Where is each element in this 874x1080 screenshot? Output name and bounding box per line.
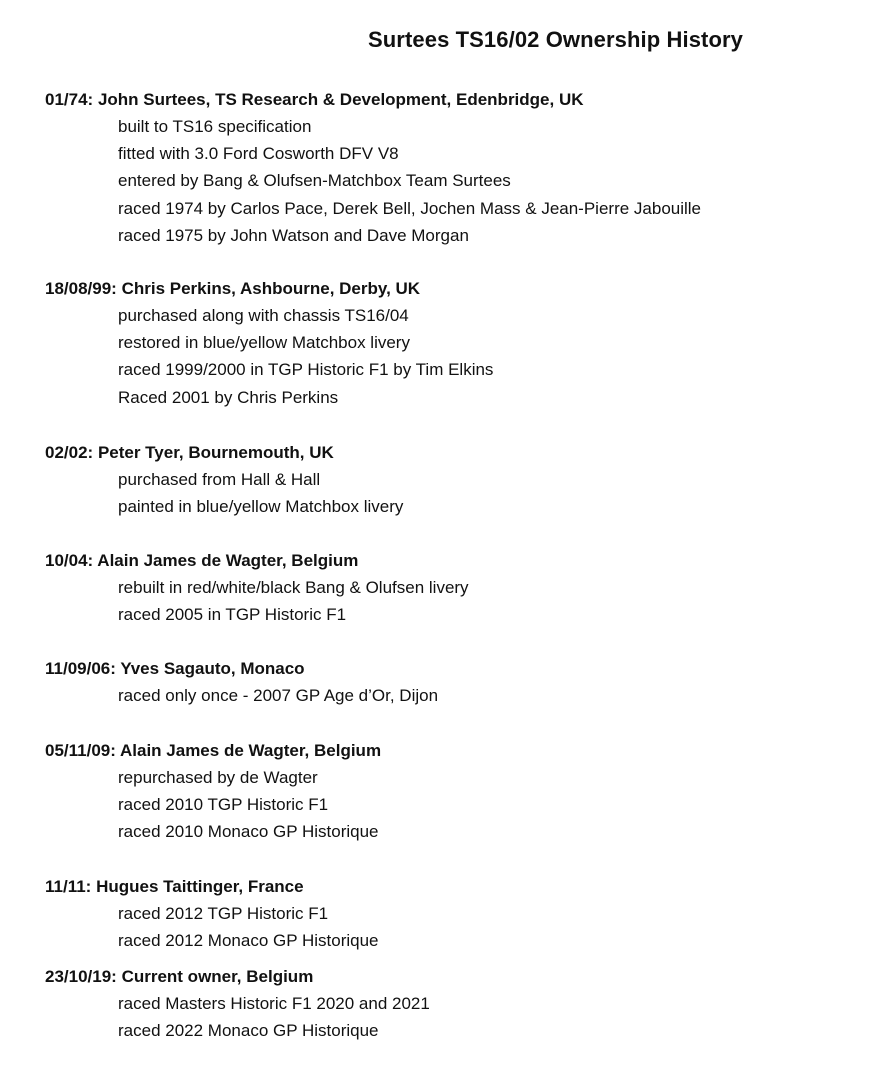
entry-note: restored in blue/yellow Matchbox livery [118,333,410,353]
entry-notes [45,900,865,954]
ownership-entry [45,439,865,520]
entry-owner: Alain James de Wagter, Belgium [97,551,359,570]
entry-note: raced 1999/2000 in TGP Historic F1 by Tim Elkins [118,360,494,380]
entry-heading [45,963,865,990]
entry-note: purchased along with chassis TS16/04 [118,306,409,325]
entry-note: painted in blue/yellow Matchbox livery [118,497,404,517]
entry-owner: Hugues Taittinger, France [96,877,304,896]
entry-date: 10/04: [45,551,98,570]
entry-note: raced 2010 TGP Historic F1 [118,795,329,815]
entry-note: raced 1975 by John Watson and Dave Morgan [118,225,469,245]
entry-heading [45,86,865,113]
entry-heading [45,439,865,466]
entry-note: raced 1974 by Carlos Pace, Derek Bell, Jochen Mass & Jean-Pierre Jabouille [118,198,702,218]
entry-owner: Peter Tyer, Bournemouth, UK [97,443,334,462]
entry-heading [45,655,865,682]
entry-date: 01/74: [45,90,98,109]
entry-date: 18/08/99: [45,279,122,298]
entry-owner: Yves Sagauto, Monaco [120,659,305,678]
ownership-entry [45,963,865,1044]
entry-notes [45,574,865,628]
ownership-entry [45,655,865,709]
ownership-entry [45,737,865,846]
entry-date: 11/09/06: [45,659,121,678]
ownership-entry [45,86,865,249]
entry-date: 11/11: [45,877,97,896]
entry-note: raced only once - 2007 GP Age d’Or, Dijon [118,686,439,705]
entry-note: repurchased by de Wagter [118,768,318,787]
entry-date: 02/02: [45,443,98,462]
entry-heading [45,873,865,900]
entry-note: raced 2012 TGP Historic F1 [118,904,329,923]
entry-owner: Current owner, Belgium [121,967,314,986]
entry-note: raced 2005 in TGP Historic F1 [118,605,347,625]
entry-note: rebuilt in red/white/black Bang & Olufsen livery [118,578,469,597]
entry-notes [45,764,865,846]
entry-note: raced 2012 Monaco GP Historique [118,931,379,951]
entry-note: raced 2022 Monaco GP Historique [118,1021,379,1041]
entry-date: 23/10/19: [45,967,122,986]
entry-notes [45,466,865,520]
entry-note: raced Masters Historic F1 2020 and 2021 [118,994,430,1013]
entry-notes [45,990,865,1044]
entry-owner: Chris Perkins, Ashbourne, Derby, UK [121,279,421,298]
entry-date: 05/11/09: [45,741,120,760]
document-title: Surtees TS16/02 Ownership History [368,27,743,52]
entry-notes [45,113,865,249]
ownership-entry [45,547,865,628]
entry-note: entered by Bang & Olufsen-Matchbox Team Surtees [118,171,511,191]
ownership-entry [45,873,865,954]
entry-note: purchased from Hall & Hall [118,470,321,489]
entry-note: fitted with 3.0 Ford Cosworth DFV V8 [118,144,399,164]
entry-heading [45,547,865,574]
entry-owner: Alain James de Wagter, Belgium [120,741,382,760]
entry-notes [45,682,865,709]
ownership-entry [45,275,865,411]
entry-note: Raced 2001 by Chris Perkins [118,387,339,407]
entry-note: built to TS16 specification [118,117,312,136]
entry-note: raced 2010 Monaco GP Historique [118,822,379,842]
entry-heading [45,275,865,302]
entry-notes [45,302,865,411]
entry-heading [45,737,865,764]
entry-owner: John Surtees, TS Research & Development, Edenbridge, UK [97,90,584,109]
